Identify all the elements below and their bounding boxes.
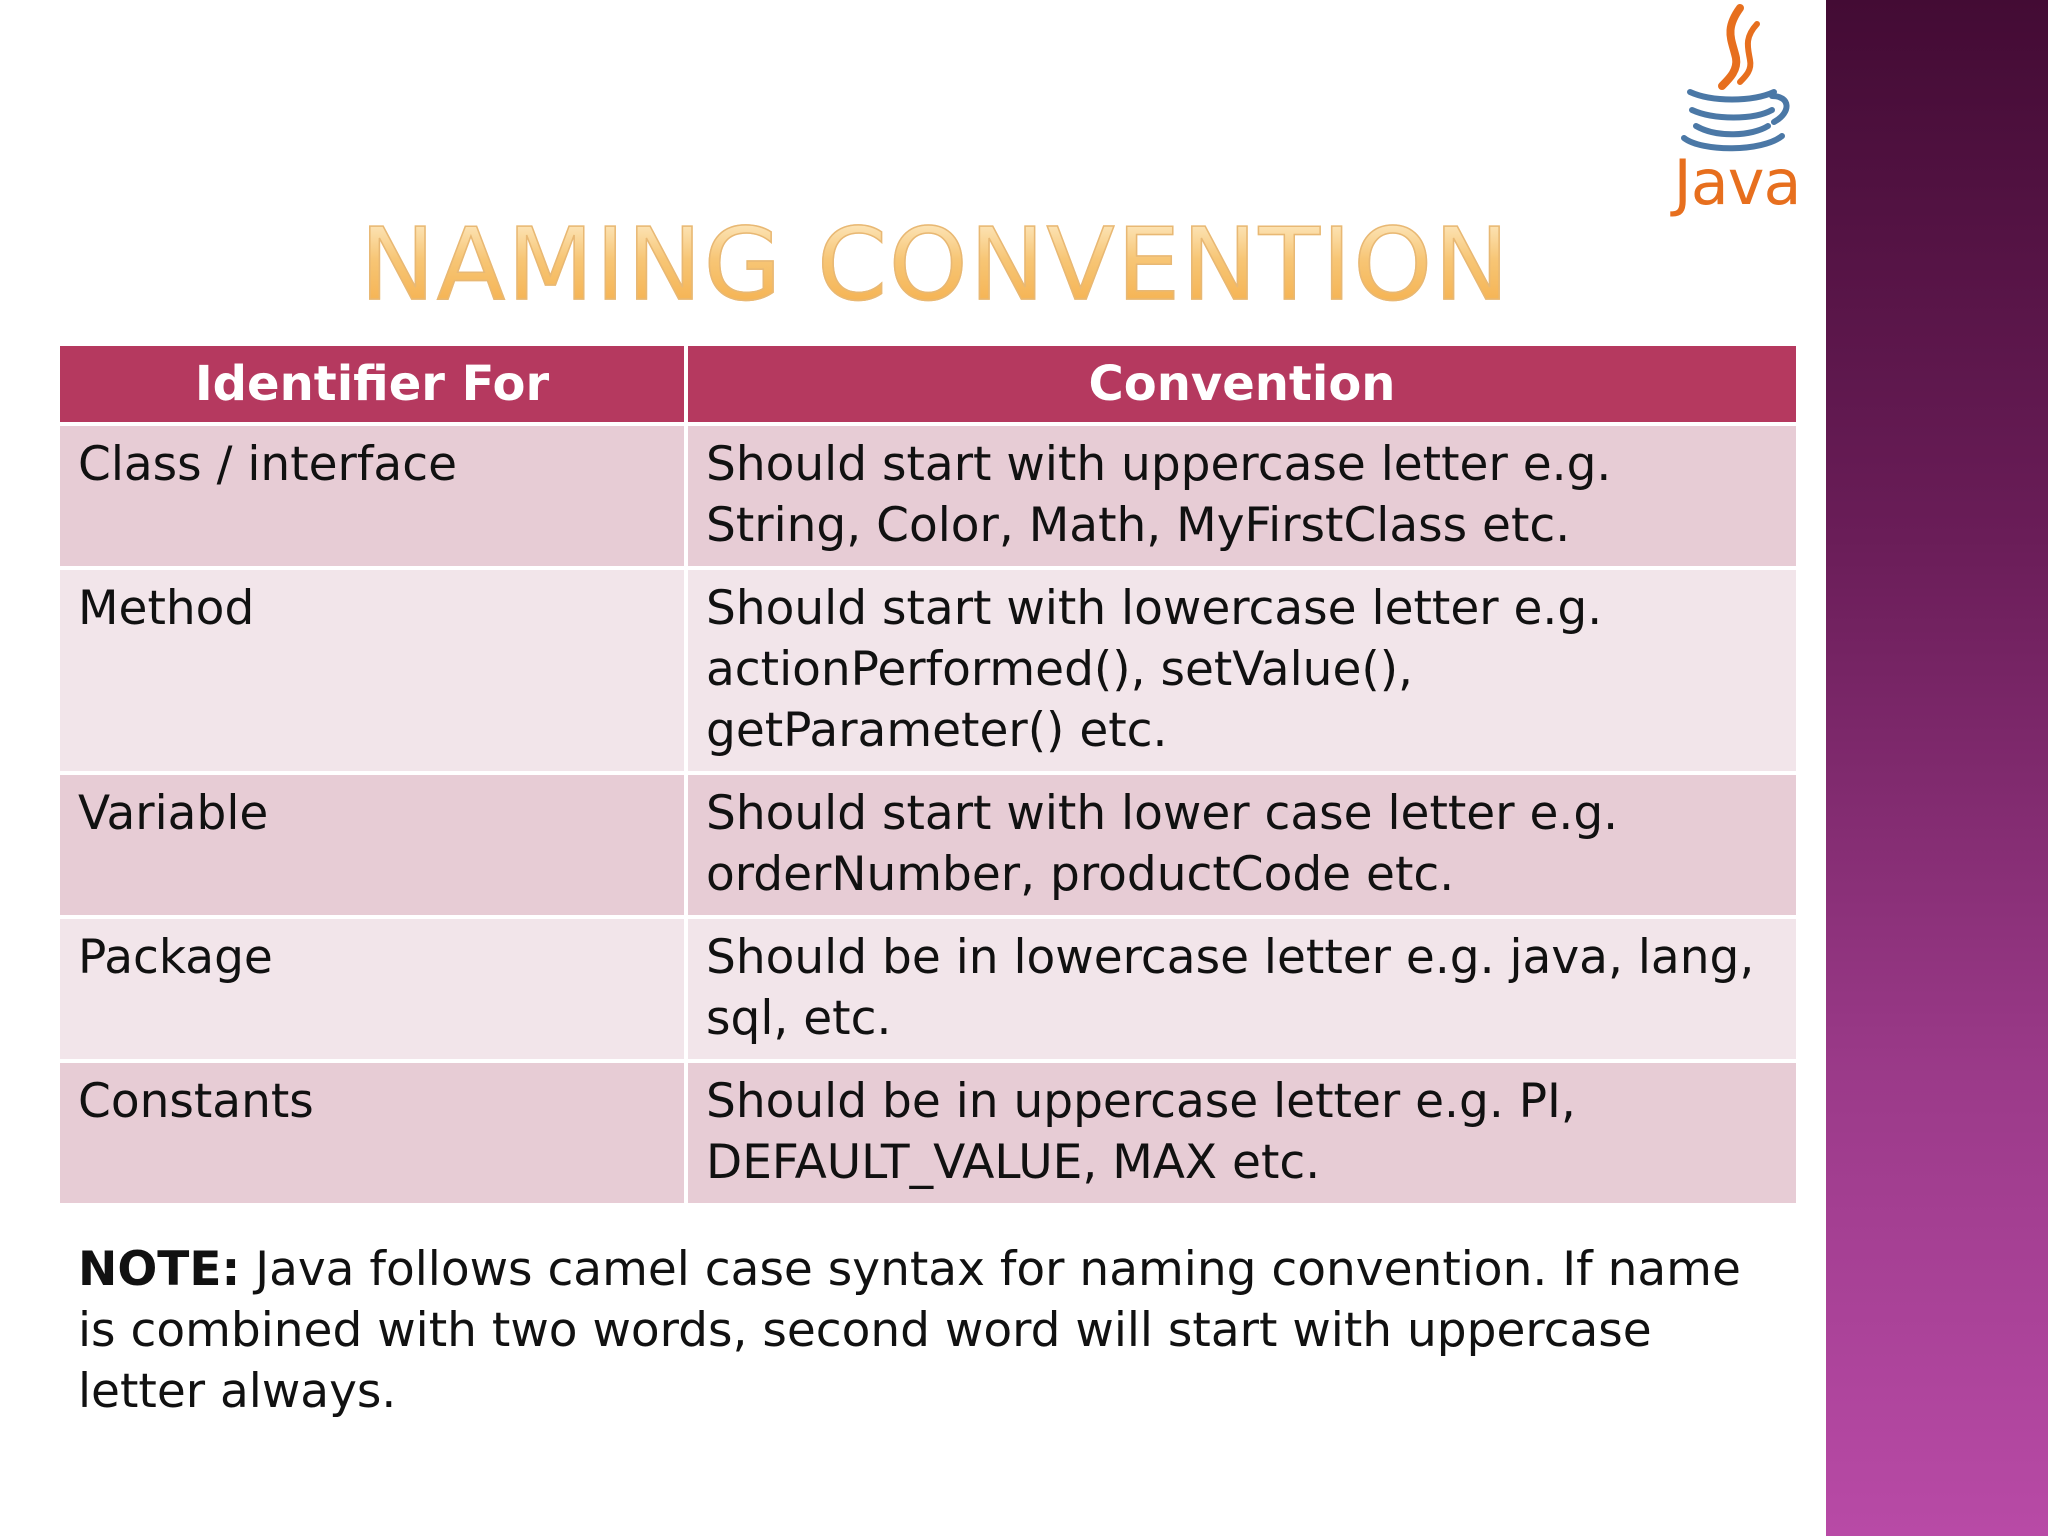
convention-cell: Should start with uppercase letter e.g. String, Color, Math, MyFirstClass etc.	[688, 426, 1796, 566]
java-logo-text: Java	[1673, 146, 1801, 219]
convention-cell: Should be in lowercase letter e.g. java, lang, sql, etc.	[688, 919, 1796, 1059]
table-row	[60, 1063, 1796, 1203]
identifier-cell: Method	[60, 570, 684, 771]
table-header-convention: Convention	[688, 346, 1796, 422]
table-row	[60, 775, 1796, 915]
convention-cell: Should start with lower case letter e.g. orderNumber, productCode etc.	[688, 775, 1796, 915]
naming-convention-table	[56, 342, 1800, 1207]
table-row	[60, 570, 1796, 771]
note-paragraph	[78, 1239, 1768, 1422]
table-header-identifier: Identifier For	[60, 346, 684, 422]
page-title: NAMING CONVENTION	[360, 205, 1520, 325]
convention-cell: Should be in uppercase letter e.g. PI, DEFAULT_VALUE, MAX etc.	[688, 1063, 1796, 1203]
table-row	[60, 919, 1796, 1059]
identifier-cell: Constants	[60, 1063, 684, 1203]
identifier-cell: Class / interface	[60, 426, 684, 566]
identifier-cell: Variable	[60, 775, 684, 915]
note-text: Java follows camel case syntax for naming convention. If name is combined with two words, second word will start with uppercase letter always.	[78, 1242, 1741, 1419]
table-row	[60, 426, 1796, 566]
identifier-cell: Package	[60, 919, 684, 1059]
naming-convention-table-wrapper	[56, 342, 1796, 1207]
side-band	[1826, 0, 2048, 1536]
table-header-row	[60, 346, 1796, 422]
note-label: NOTE:	[78, 1242, 241, 1297]
convention-cell: Should start with lowercase letter e.g. actionPerformed(), setValue(), getParameter() etc.	[688, 570, 1796, 771]
